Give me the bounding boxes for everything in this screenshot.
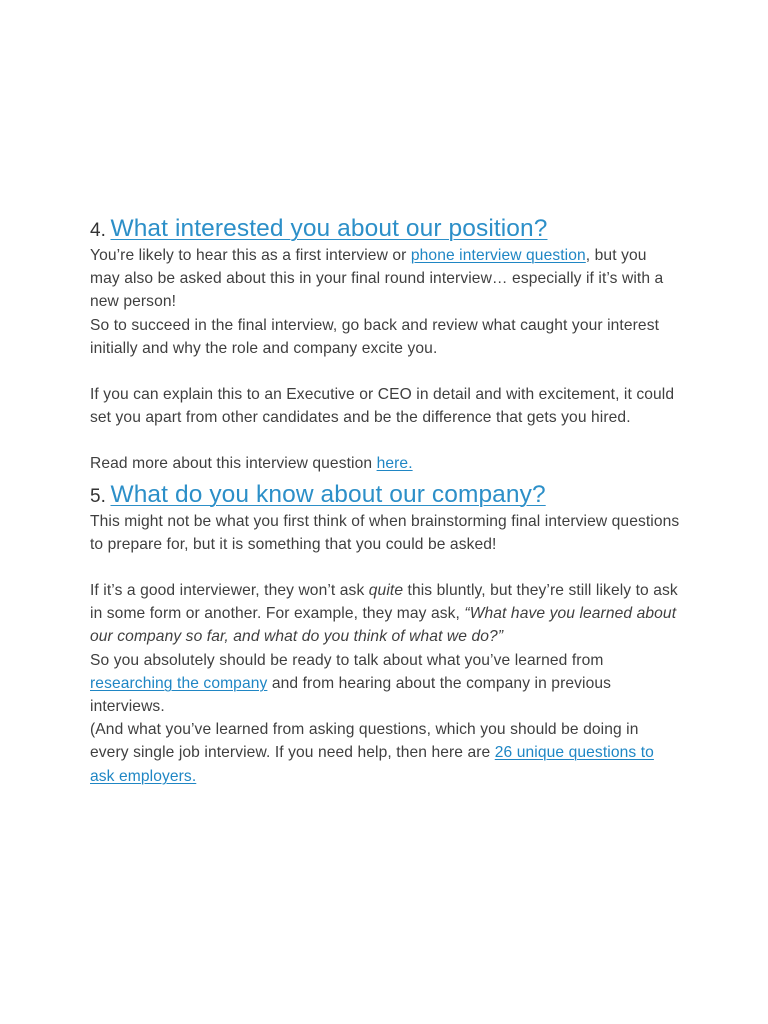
section-4-number: 4.	[90, 220, 107, 241]
unique-questions-link[interactable]: 26 unique questions to ask employers.	[90, 744, 654, 785]
section-4-heading	[90, 210, 680, 244]
section-4-p4-text: Read more about this interview question	[90, 455, 377, 473]
section-5-p2-text-a: If it’s a good interviewer, they won’t ask	[90, 582, 369, 600]
section-5-paragraph-2	[90, 579, 680, 649]
phone-interview-question-link[interactable]: phone interview question	[410, 247, 586, 264]
section-5-p2-quote: “What have you learned about our company so far, and what do you think of what we do?”	[90, 605, 677, 646]
section-5-paragraph-4	[90, 718, 680, 788]
section-4-p1-text-a: You’re likely to hear this as a first interview or	[90, 247, 411, 264]
section-4-paragraph-2: So to succeed in the final interview, go back and review what caught your interest initially and why the role and company excite you.	[90, 316, 660, 357]
section-5-paragraph-1: This might not be what you first think of when brainstorming final interview questions to prepare for, but it is something that you could be asked!	[90, 512, 680, 553]
section-4-paragraph-1	[90, 244, 680, 314]
section-5-p3-text-b: and from hearing about the company in previous interviews.	[90, 674, 612, 716]
section-5-heading	[90, 476, 680, 510]
section-4-heading-link[interactable]: What interested you about our position?	[110, 215, 548, 242]
section-5-heading-link[interactable]: What do you know about our company?	[110, 480, 546, 508]
section-5-p4-text: (And what you’ve learned from asking questions, which you should be doing in every single job interview. If you need help, then here are	[90, 721, 639, 762]
document-body	[90, 210, 680, 788]
read-more-here-link[interactable]: here.	[376, 455, 413, 473]
section-5-p2-emphasis: quite	[368, 582, 404, 600]
section-5-p3-text-a: So you absolutely should be ready to talk about what you’ve learned from	[90, 651, 604, 669]
researching-the-company-link[interactable]: researching the company	[90, 674, 268, 692]
section-4-paragraph-3: If you can explain this to an Executive or CEO in detail and with excitement, it could set you apart from other candidates and be the difference that gets you hired.	[90, 386, 675, 427]
section-4-p1-text-b: , but you may also be asked about this in your final round interview… especially if it’s with a new person!	[90, 247, 664, 311]
section-5-paragraph-3	[90, 649, 680, 719]
section-5-p2-text-b: this bluntly, but they’re still likely to ask in some form or another. For example, they may ask,	[90, 582, 678, 623]
section-5-number: 5.	[90, 485, 107, 507]
section-4-paragraph-4	[90, 452, 680, 475]
